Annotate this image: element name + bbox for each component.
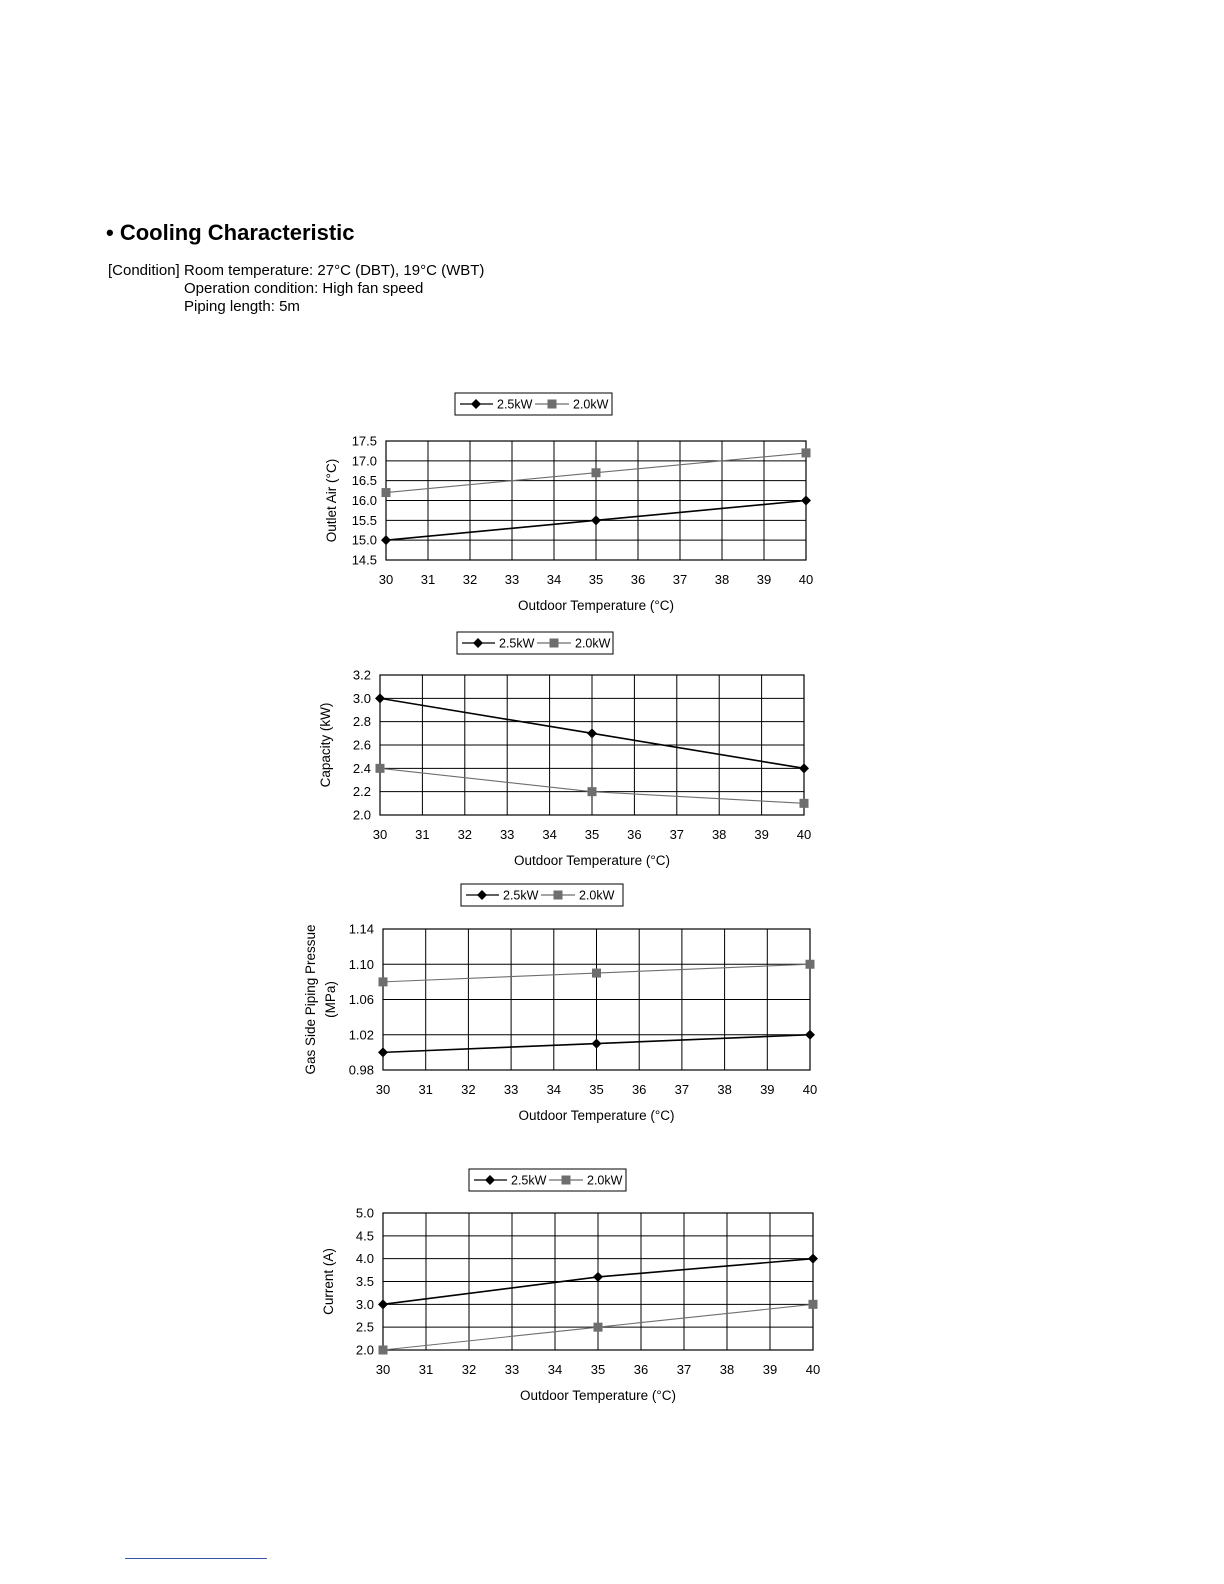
x-tick-label: 31 [418, 1082, 433, 1097]
x-tick-label: 32 [457, 827, 473, 842]
x-tick-label: 35 [584, 827, 600, 842]
y-tick-label: 2.4 [352, 760, 371, 776]
data-point [809, 1300, 818, 1309]
x-axis-label: Outdoor Temperature (°C) [520, 1388, 676, 1403]
x-tick-label: 39 [760, 1082, 775, 1097]
condition-line-2: Operation condition: High fan speed [184, 280, 424, 297]
x-tick-label: 37 [672, 572, 688, 587]
y-tick-label: 4.0 [355, 1251, 374, 1267]
x-tick-label: 35 [589, 1082, 604, 1097]
x-axis-label: Outdoor Temperature (°C) [518, 1108, 675, 1123]
y-tick-label: 2.0 [352, 807, 371, 823]
x-tick-label: 37 [669, 827, 685, 842]
y-tick-label: 17.5 [351, 433, 377, 449]
x-tick-label: 39 [756, 572, 772, 587]
footer-link-underline [125, 1558, 267, 1559]
x-tick-label: 30 [375, 1362, 391, 1377]
x-tick-label: 40 [802, 1082, 818, 1097]
x-tick-label: 40 [805, 1362, 821, 1377]
x-tick-label: 36 [631, 1082, 647, 1097]
y-tick-label: 0.98 [348, 1062, 374, 1078]
y-axis-label: Outlet Air (°C) [324, 458, 339, 543]
y-axis-label: Capacity (kW) [318, 702, 333, 788]
x-tick-label: 32 [462, 572, 478, 587]
y-tick-label: 14.5 [351, 552, 377, 568]
legend-marker-2-0kw [562, 1176, 571, 1185]
x-tick-label: 34 [546, 572, 562, 587]
x-tick-label: 37 [674, 1082, 690, 1097]
y-tick-label: 17.0 [351, 453, 377, 469]
x-tick-label: 30 [378, 572, 394, 587]
data-point [379, 1346, 388, 1355]
y-tick-label: 3.0 [355, 1296, 374, 1312]
y-tick-label: 1.14 [348, 921, 374, 937]
x-tick-label: 38 [711, 827, 727, 842]
x-tick-label: 38 [719, 1362, 735, 1377]
y-tick-label: 2.0 [355, 1342, 374, 1358]
x-tick-label: 36 [627, 827, 642, 842]
x-tick-label: 32 [461, 1362, 477, 1377]
y-tick-label: 16.5 [351, 473, 377, 489]
y-tick-label: 2.2 [352, 784, 371, 800]
x-tick-label: 33 [504, 572, 520, 587]
x-tick-label: 38 [717, 1082, 732, 1097]
x-tick-label: 38 [714, 572, 730, 587]
x-tick-label: 34 [547, 1362, 563, 1377]
x-tick-label: 33 [503, 1082, 519, 1097]
x-tick-label: 39 [754, 827, 769, 842]
x-axis-label: Outdoor Temperature (°C) [514, 853, 670, 868]
y-tick-label: 5.0 [355, 1205, 374, 1221]
y-tick-label: 1.02 [348, 1027, 374, 1043]
y-tick-label: 1.06 [348, 992, 374, 1007]
y-tick-label: 15.5 [351, 512, 377, 528]
x-tick-label: 40 [796, 827, 812, 842]
legend-label-2-5kw: 2.5kW [511, 1173, 547, 1188]
y-axis-label: Current (A) [321, 1248, 336, 1315]
x-tick-label: 31 [418, 1362, 434, 1377]
data-point [378, 1299, 388, 1309]
x-tick-label: 34 [546, 1082, 562, 1097]
x-tick-label: 39 [762, 1362, 778, 1377]
x-tick-label: 36 [630, 572, 646, 587]
y-axis-label: Gas Side Piping Pressue [303, 924, 318, 1075]
legend-label-2-0kw: 2.0kW [587, 1173, 623, 1188]
y-tick-label: 3.5 [355, 1274, 374, 1289]
condition-line-1: Room temperature: 27°C (DBT), 19°C (WBT) [184, 262, 485, 279]
x-tick-label: 32 [461, 1082, 476, 1097]
legend-label-2-0kw: 2.0kW [573, 397, 609, 412]
y-tick-label: 1.10 [348, 956, 374, 972]
data-point [808, 1254, 818, 1264]
data-point [594, 1323, 603, 1332]
x-tick-label: 37 [676, 1362, 692, 1377]
y-tick-label: 4.5 [355, 1228, 374, 1244]
x-tick-label: 30 [372, 827, 388, 842]
y-tick-label: 16.0 [351, 493, 377, 508]
x-tick-label: 35 [588, 572, 604, 587]
y-tick-label: 15.0 [351, 532, 377, 548]
y-tick-label: 3.2 [352, 667, 371, 683]
legend-label-2-5kw: 2.5kW [503, 888, 539, 903]
x-tick-label: 33 [499, 827, 515, 842]
x-tick-label: 31 [420, 572, 436, 587]
x-axis-label: Outdoor Temperature (°C) [518, 598, 674, 613]
chart-legend [469, 1169, 626, 1191]
x-tick-label: 36 [633, 1362, 649, 1377]
legend-label-2-5kw: 2.5kW [499, 636, 535, 651]
legend-label-2-0kw: 2.0kW [579, 888, 615, 903]
x-tick-label: 30 [375, 1082, 391, 1097]
x-tick-label: 34 [542, 827, 557, 842]
condition-label: [Condition] [108, 262, 180, 279]
y-tick-label: 2.8 [352, 714, 371, 730]
y-tick-label: 2.5 [355, 1319, 374, 1335]
y-tick-label: 2.6 [352, 737, 371, 753]
legend-label-2-5kw: 2.5kW [497, 397, 533, 412]
x-tick-label: 33 [504, 1362, 520, 1377]
data-point [593, 1272, 603, 1282]
x-tick-label: 35 [590, 1362, 606, 1377]
y-tick-label: 3.0 [352, 690, 371, 706]
page-heading: • Cooling Characteristic [106, 220, 355, 245]
x-tick-label: 40 [798, 572, 814, 587]
condition-line-3: Piping length: 5m [184, 298, 300, 315]
x-tick-label: 31 [415, 827, 430, 842]
legend-label-2-0kw: 2.0kW [575, 636, 611, 651]
y-axis-label-units: (MPa) [323, 981, 338, 1018]
